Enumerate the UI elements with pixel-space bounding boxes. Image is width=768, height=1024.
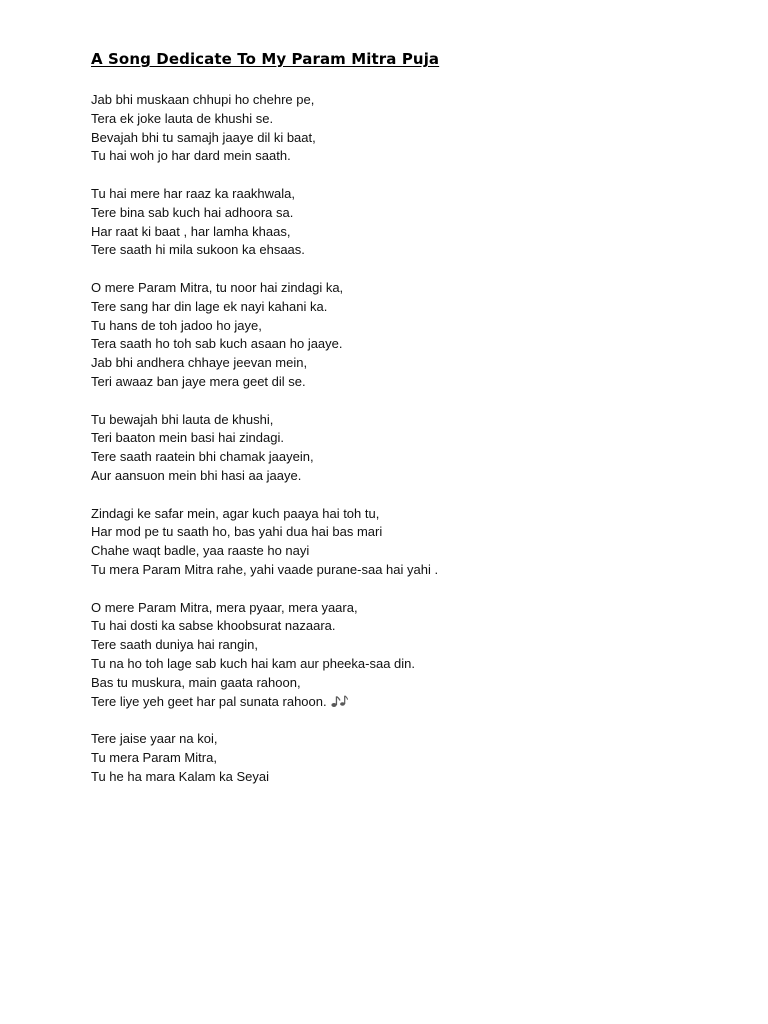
lyric-line bbox=[91, 561, 731, 580]
lyric-line-text: Chahe waqt badle, yaa raaste ho nayi bbox=[91, 543, 310, 559]
lyric-line-text: Tu hai woh jo har dard mein saath. bbox=[91, 148, 291, 164]
lyric-line bbox=[91, 655, 731, 674]
lyric-line-text: Tu hai mere har raaz ka raakhwala, bbox=[91, 185, 296, 201]
lyric-line-text: Tere sang har din lage ek nayi kahani ka. bbox=[91, 298, 328, 314]
lyric-line-text: Tu bewajah bhi lauta de khushi, bbox=[91, 411, 274, 427]
lyric-line-text: Tere bina sab kuch hai adhoora sa. bbox=[91, 204, 294, 220]
lyric-line bbox=[91, 523, 731, 542]
lyric-line-text: Har mod pe tu saath ho, bas yahi dua hai bas mari bbox=[91, 524, 383, 540]
lyric-line-text: Tu hai dosti ka sabse khoobsurat nazaara. bbox=[91, 618, 336, 634]
lyric-line-text: Har raat ki baat , har lamha khaas, bbox=[91, 223, 291, 239]
stanza bbox=[91, 185, 731, 260]
lyric-line-text: Tu he ha mara Kalam ka Seyai bbox=[91, 768, 269, 784]
lyric-line-text: Jab bhi muskaan chhupi ho chehre pe, bbox=[91, 92, 315, 107]
lyric-line bbox=[91, 448, 731, 467]
lyric-line bbox=[91, 617, 731, 636]
lyric-line bbox=[91, 298, 731, 317]
lyric-line-text: Teri awaaz ban jaye mera geet dil se. bbox=[91, 373, 306, 389]
song-title: A Song Dedicate To My Param Mitra Puja bbox=[91, 50, 440, 68]
lyric-line bbox=[91, 730, 731, 749]
lyric-line-text: Tere jaise yaar na koi, bbox=[91, 731, 218, 747]
lyric-line bbox=[91, 204, 731, 223]
stanza bbox=[91, 279, 731, 392]
lyric-line-text: Zindagi ke safar mein, agar kuch paaya hai toh tu, bbox=[91, 505, 380, 521]
lyric-line bbox=[91, 354, 731, 373]
song-lyrics bbox=[91, 91, 731, 805]
lyric-line bbox=[91, 542, 731, 561]
lyric-line bbox=[91, 674, 731, 693]
lyric-line-text: Tu hans de toh jadoo ho jaye, bbox=[91, 317, 262, 333]
lyric-line-text: Bas tu muskura, main gaata rahoon, bbox=[91, 674, 301, 690]
lyric-line bbox=[91, 429, 731, 448]
lyric-line-text: Tere saath hi mila sukoon ka ehsaas. bbox=[91, 242, 305, 258]
lyric-line-text: Tere liye yeh geet har pal sunata rahoon. bbox=[91, 693, 327, 709]
stanza bbox=[91, 91, 731, 166]
lyric-line bbox=[91, 91, 731, 110]
lyric-line bbox=[91, 768, 731, 787]
lyric-line bbox=[91, 279, 731, 298]
stanza bbox=[91, 411, 731, 486]
lyric-line bbox=[91, 636, 731, 655]
lyric-line-text: Tere saath duniya hai rangin, bbox=[91, 637, 258, 653]
lyric-line bbox=[91, 147, 731, 166]
lyric-line bbox=[91, 693, 731, 712]
lyric-line bbox=[91, 317, 731, 336]
lyric-line-text: Teri baaton mein basi hai zindagi. bbox=[91, 430, 284, 446]
lyric-line bbox=[91, 185, 731, 204]
lyric-line-text: Tu mera Param Mitra rahe, yahi vaade purane-saa hai yahi . bbox=[91, 561, 439, 577]
lyric-line-text: Jab bhi andhera chhaye jeevan mein, bbox=[91, 355, 308, 371]
music-notes-icon bbox=[330, 694, 348, 708]
lyric-line-text: Tere saath raatein bhi chamak jaayein, bbox=[91, 449, 314, 465]
lyric-line bbox=[91, 129, 731, 148]
lyric-line-text: O mere Param Mitra, mera pyaar, mera yaara, bbox=[91, 599, 358, 615]
lyric-line bbox=[91, 599, 731, 618]
stanza bbox=[91, 599, 731, 712]
lyric-line bbox=[91, 505, 731, 524]
lyric-line bbox=[91, 110, 731, 129]
lyric-line-text: Bevajah bhi tu samajh jaaye dil ki baat, bbox=[91, 129, 316, 145]
lyric-line-text: Tu mera Param Mitra, bbox=[91, 749, 217, 765]
lyric-line bbox=[91, 749, 731, 768]
lyric-line-text: Tera ek joke lauta de khushi se. bbox=[91, 110, 274, 126]
stanza bbox=[91, 730, 731, 786]
lyric-line bbox=[91, 467, 731, 486]
lyric-line bbox=[91, 335, 731, 354]
lyric-line bbox=[91, 241, 731, 260]
lyric-line-text: Aur aansuon mein bhi hasi aa jaaye. bbox=[91, 467, 302, 483]
lyric-line-text: Tera saath ho toh sab kuch asaan ho jaaye. bbox=[91, 336, 343, 352]
lyric-line bbox=[91, 373, 731, 392]
lyric-line bbox=[91, 411, 731, 430]
lyric-line-text: Tu na ho toh lage sab kuch hai kam aur pheeka-saa din. bbox=[91, 655, 416, 671]
stanza bbox=[91, 505, 731, 580]
lyric-line bbox=[91, 223, 731, 242]
lyric-line-text: O mere Param Mitra, tu noor hai zindagi ka, bbox=[91, 279, 344, 295]
